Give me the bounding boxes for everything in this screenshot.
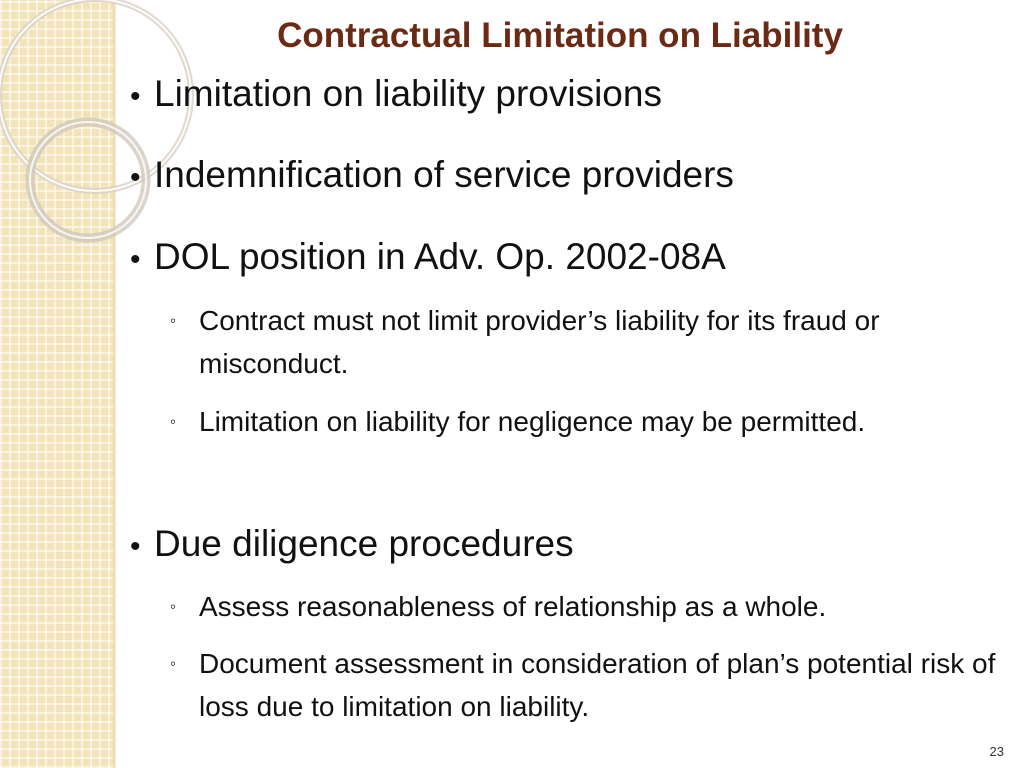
subbullet-assess-reasonableness (170, 585, 1010, 628)
subbullet-ring: ◦ (170, 412, 177, 431)
subbullet-document-assessment (170, 642, 1010, 728)
bullet-dol-position (130, 235, 1010, 282)
subbullet-fraud-misconduct (170, 299, 1010, 385)
subbullet-negligence (170, 400, 1010, 443)
bullet-text: Limitation on liability provisions (154, 73, 662, 114)
bullet-indemnification (130, 153, 1010, 200)
bullet-limitation-provisions (130, 72, 1010, 119)
subbullet-text: Document assessment in consideration of plan’s potential risk of loss due to limitation on liability. (199, 648, 996, 722)
bullet-text: DOL position in Adv. Op. 2002-08A (154, 236, 726, 277)
bullet-text: Due diligence procedures (154, 523, 574, 564)
bullet-dot: • (130, 161, 141, 194)
subbullet-ring: ◦ (170, 311, 177, 330)
subbullet-text: Contract must not limit provider’s liability for its fraud or misconduct. (199, 305, 880, 379)
bullet-dot: • (130, 243, 141, 276)
bullet-text: Indemnification of service providers (154, 154, 734, 195)
subbullet-ring: ◦ (170, 597, 177, 616)
subbullet-text: Limitation on liability for negligence may be permitted. (199, 406, 866, 437)
bullet-dot: • (130, 80, 141, 113)
subbullet-text: Assess reasonableness of relationship as a whole. (199, 591, 827, 622)
bullet-due-diligence (130, 522, 1010, 569)
subbullet-ring: ◦ (170, 654, 177, 673)
slide-title: Contractual Limitation on Liability (277, 16, 843, 55)
page-number: 23 (989, 744, 1004, 759)
bullet-dot: • (130, 530, 141, 563)
